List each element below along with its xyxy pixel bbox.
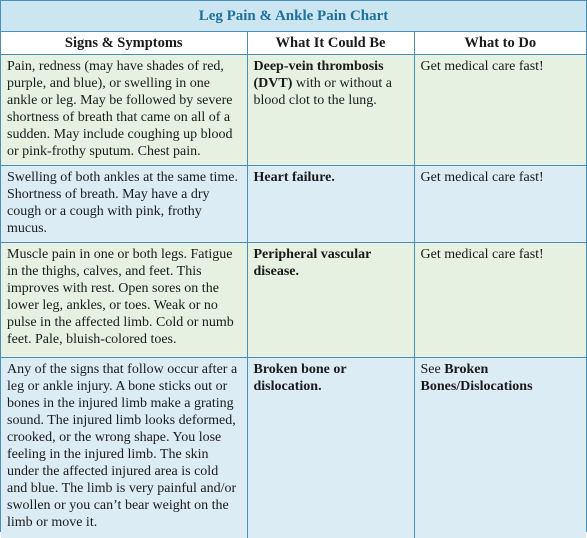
chart-title: Leg Pain & Ankle Pain Chart [1, 1, 586, 32]
action-text: See [420, 362, 445, 377]
cause-bold-text: Deep-vein thrombosis (DVT) [253, 59, 384, 91]
symptom-table [1, 32, 586, 538]
cause-rest-text: with or without a blood clot to the lung. [253, 76, 392, 108]
table-row [1, 166, 586, 243]
action-text: Get medical care fast! [420, 247, 544, 262]
cause-cell [247, 243, 414, 358]
symptoms-cell: Any of the signs that follow occur after a leg or ankle injury. A bone sticks out or bones in the injured limb make a grating sound. The injured limb looks deformed, crooked, or the wrong shape. You lose feeling in the injured limb. The skin under the affected injured area is cold and blue. The limb is very painful and/or swollen or you can’t bear weight on the limb or move it. [1, 358, 247, 538]
symptoms-cell: Muscle pain in one or both legs. Fatigue in the thighs, calves, and feet. This improves with rest. Open sores on the lower leg, ankles, or toes. Weak or no pulse in the affected limb. Cold or numb feet. Pale, bluish-colored toes. [1, 243, 247, 358]
action-cell [414, 55, 586, 166]
action-cell [414, 166, 586, 243]
header-what-to-do: What to Do [414, 32, 586, 55]
action-cell [414, 243, 586, 358]
cause-cell [247, 358, 414, 538]
action-bold-text: Broken Bones/Dislocations [420, 362, 533, 394]
cause-cell [247, 166, 414, 243]
action-text: Get medical care fast! [420, 59, 544, 74]
cause-bold-text: Heart failure. [253, 170, 335, 185]
cause-bold-text: Broken bone or dislocation. [253, 362, 347, 394]
symptoms-cell: Swelling of both ankles at the same time. Shortness of breath. May have a dry cough or a cough with pink, frothy mucus. [1, 166, 247, 243]
cause-cell [247, 55, 414, 166]
table-row [1, 243, 586, 358]
header-what-it-could-be: What It Could Be [247, 32, 414, 55]
header-row [1, 32, 586, 55]
header-signs-symptoms: Signs & Symptoms [1, 32, 247, 55]
action-cell [414, 358, 586, 538]
cause-bold-text: Peripheral vascular disease. [253, 247, 372, 279]
symptoms-cell: Pain, redness (may have shades of red, purple, and blue), or swelling in one ankle or leg. May be followed by severe shortness of breath that came on all of a sudden. May include coughing up blood or pink-frothy sputum. Chest pain. [1, 55, 247, 166]
table-row [1, 55, 586, 166]
action-text: Get medical care fast! [420, 170, 544, 185]
table-row [1, 358, 586, 538]
